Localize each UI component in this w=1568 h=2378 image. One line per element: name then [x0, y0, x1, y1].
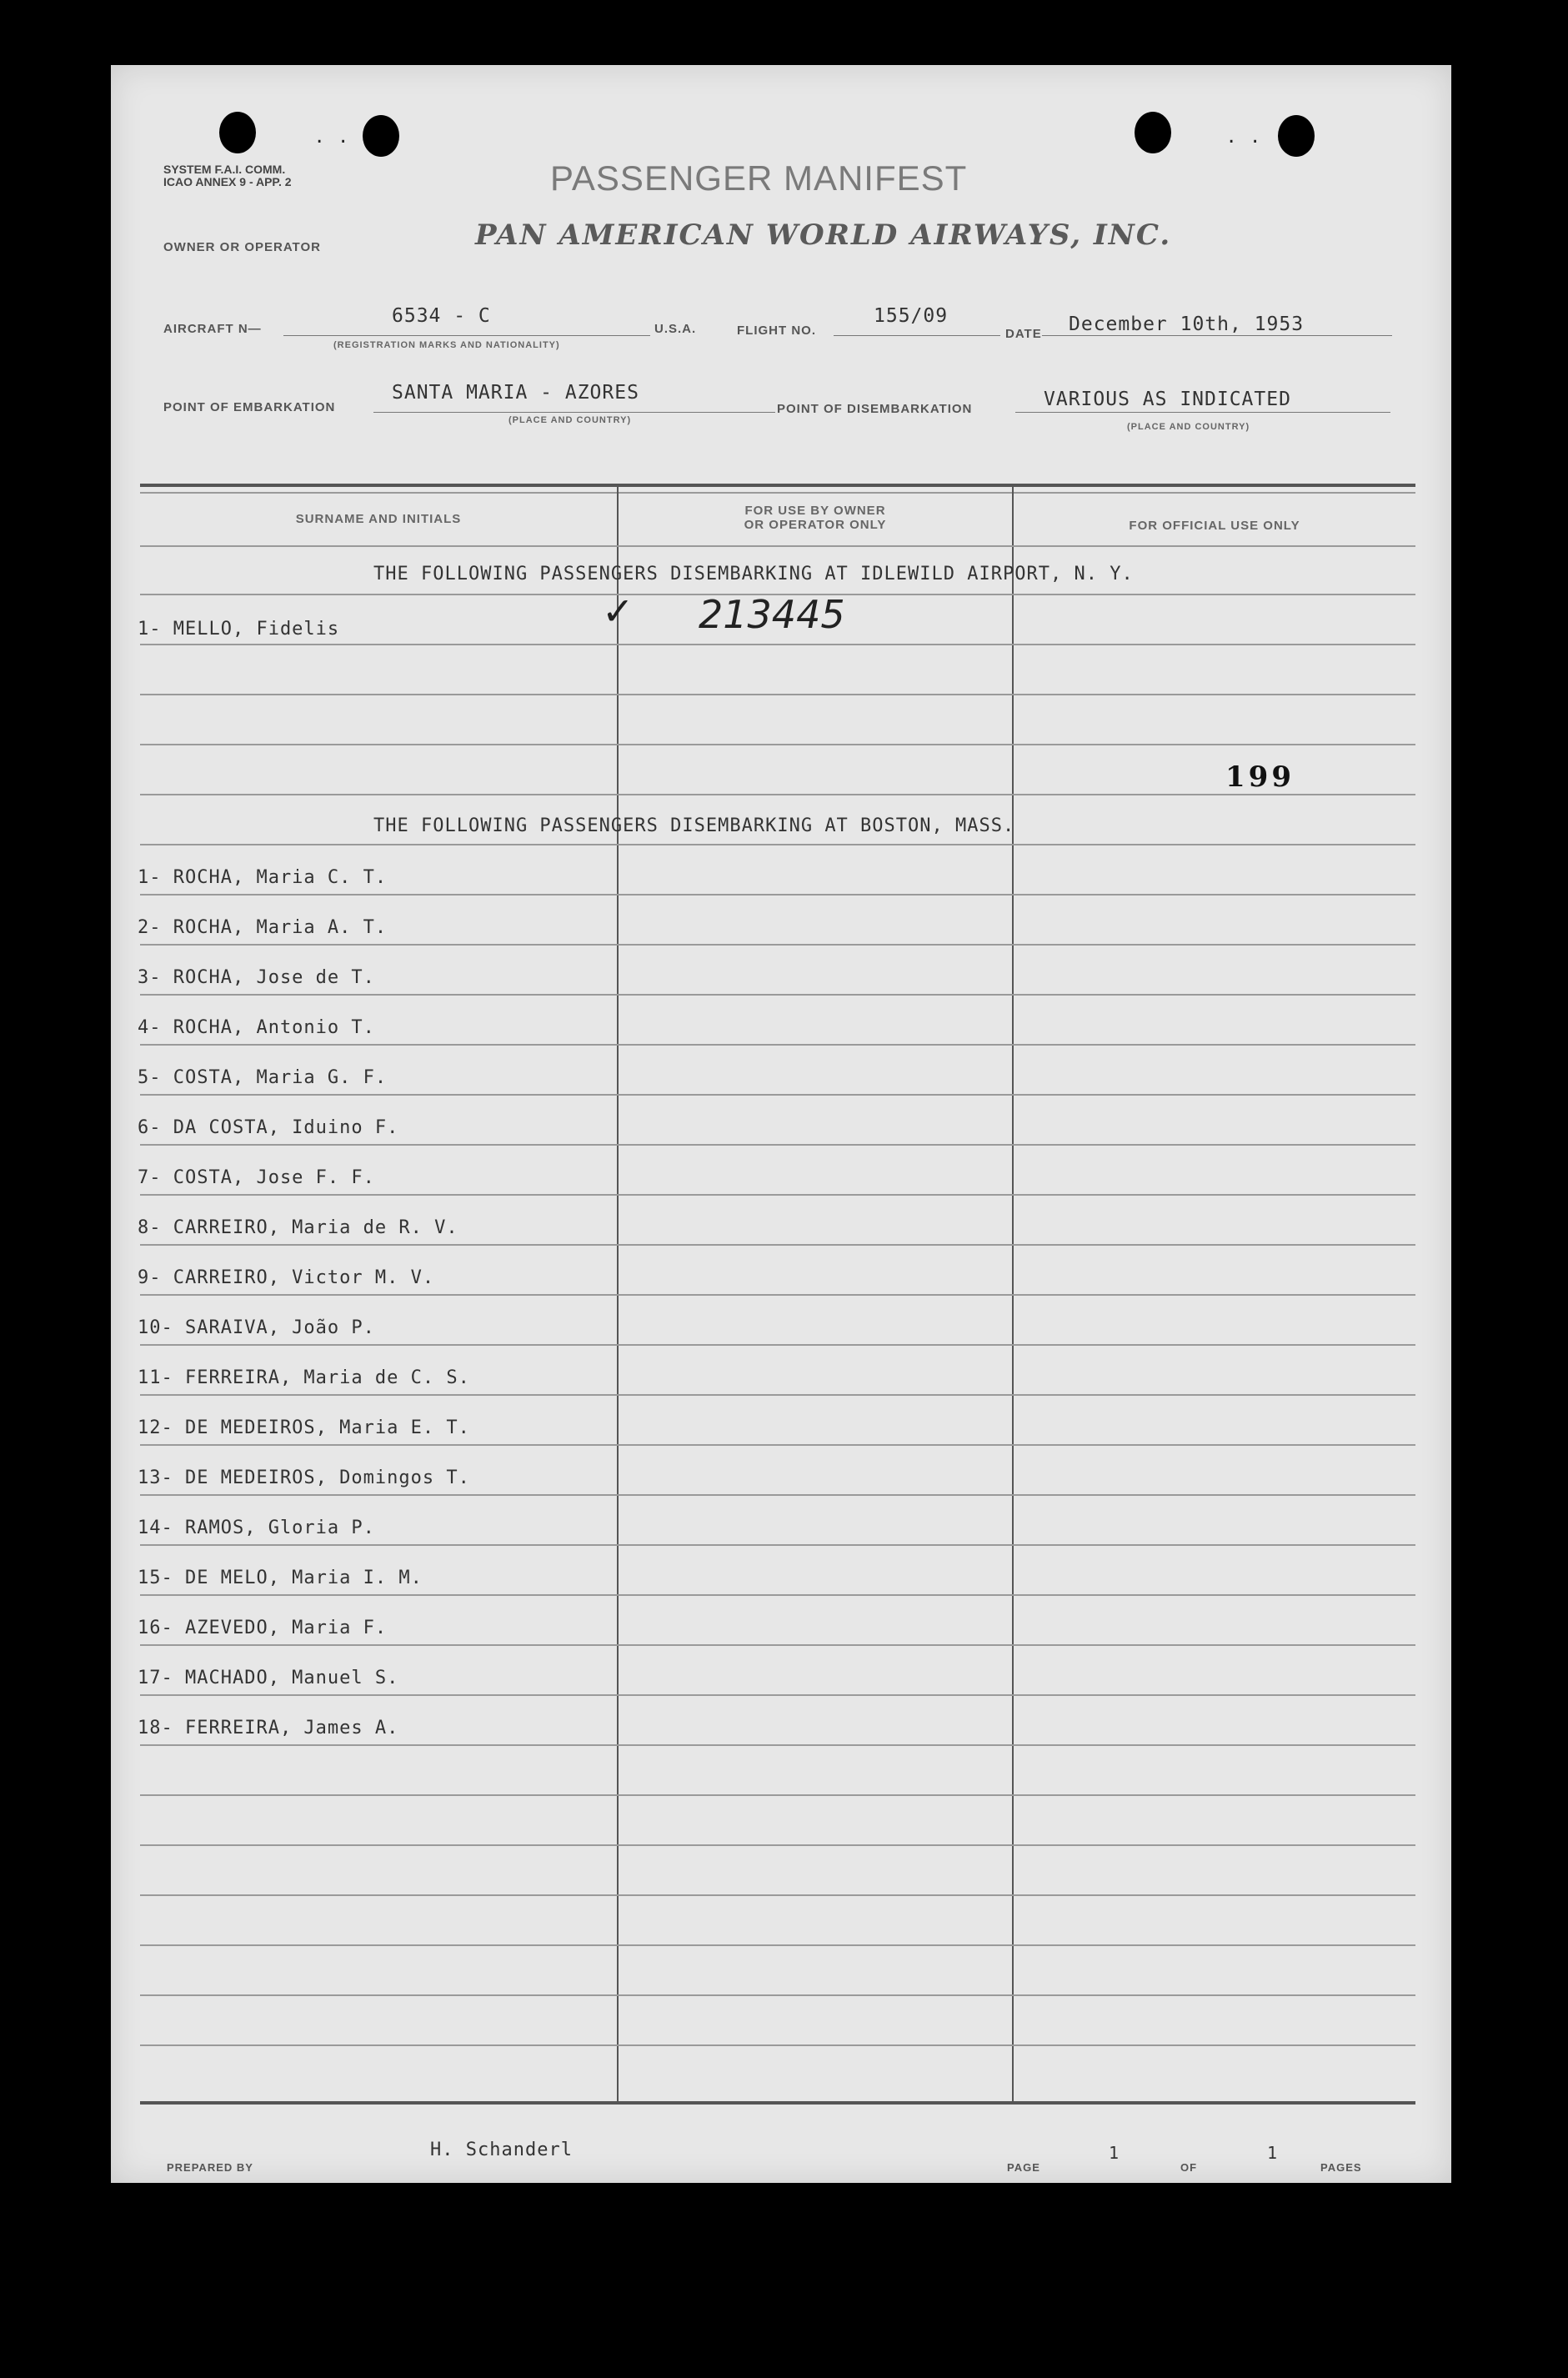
row-rule: [140, 694, 1415, 695]
row-rule: [140, 844, 1415, 845]
passenger-row: 1- ROCHA, Maria C. T.: [138, 867, 388, 888]
column-header-surname: SURNAME AND INITIALS: [295, 512, 462, 526]
registration-caption: (REGISTRATION MARKS AND NATIONALITY): [333, 340, 560, 350]
row-rule: [140, 1794, 1415, 1796]
column-header-official: FOR OFFICIAL USE ONLY: [1129, 519, 1300, 533]
stamp-number: 199: [1225, 760, 1295, 794]
form-reference-line-2: ICAO ANNEX 9 - APP. 2: [163, 175, 292, 188]
flight-underline: [834, 335, 1000, 336]
aircraft-value: 6534 - C: [392, 305, 491, 327]
passenger-row: 15- DE MELO, Maria I. M.: [138, 1568, 423, 1588]
aircraft-label: AIRCRAFT N—: [163, 322, 262, 336]
passenger-row: 4- ROCHA, Antonio T.: [138, 1017, 375, 1038]
dots-left: . .: [316, 123, 352, 148]
column-divider-1: [617, 487, 619, 2105]
row-rule: [140, 1994, 1415, 1996]
passenger-row: 2- ROCHA, Maria A. T.: [138, 917, 388, 938]
page-title: PASSENGER MANIFEST: [550, 158, 968, 198]
row-rule: [140, 644, 1415, 645]
of-value: 1: [1267, 2143, 1279, 2163]
column-header-owner-line-2: OR OPERATOR ONLY: [744, 518, 887, 532]
row-rule: [140, 994, 1415, 996]
row-rule: [140, 2044, 1415, 2046]
row-rule: [140, 1044, 1415, 1046]
section-banner-idlewild: THE FOLLOWING PASSENGERS DISEMBARKING AT IDLEWILD AIRPORT, N. Y.: [373, 564, 1134, 584]
row-rule: [140, 1844, 1415, 1846]
owner-label: OWNER OR OPERATOR: [163, 240, 321, 254]
row-rule: [140, 794, 1415, 795]
row-rule: [140, 1544, 1415, 1546]
punch-hole-right: [1135, 112, 1171, 153]
row-rule: [140, 1494, 1415, 1496]
handwritten-number: 213445: [699, 592, 845, 637]
flight-value: 155/09: [874, 305, 949, 327]
passenger-row: 17- MACHADO, Manuel S.: [138, 1668, 399, 1688]
check-mark: ✓: [602, 589, 634, 634]
embark-value: SANTA MARIA - AZORES: [392, 382, 639, 404]
date-underline: [1042, 335, 1392, 336]
passenger-row: 1- MELLO, Fidelis: [138, 619, 340, 640]
aircraft-underline: [283, 335, 650, 336]
passenger-row: 3- ROCHA, Jose de T.: [138, 967, 375, 988]
disembark-value: VARIOUS AS INDICATED: [1044, 389, 1291, 410]
row-rule: [140, 1244, 1415, 1246]
column-header-owner-line-1: FOR USE BY OWNER: [744, 504, 886, 518]
punch-hole-left: [219, 112, 256, 153]
passenger-row: 18- FERREIRA, James A.: [138, 1718, 399, 1738]
table-top-rule-2: [140, 492, 1415, 494]
passenger-row: 16- AZEVEDO, Maria F.: [138, 1618, 388, 1638]
passenger-row: 9- CARREIRO, Victor M. V.: [138, 1267, 435, 1288]
dots-right: . .: [1228, 123, 1264, 148]
section-banner-boston: THE FOLLOWING PASSENGERS DISEMBARKING AT BOSTON, MASS.: [373, 815, 1015, 836]
disembark-label: POINT OF DISEMBARKATION: [777, 402, 973, 416]
column-header-owner: [619, 504, 1012, 532]
disembark-caption: (PLACE AND COUNTRY): [1127, 422, 1250, 432]
form-reference-line-1: SYSTEM F.A.I. COMM.: [163, 163, 286, 176]
nationality: U.S.A.: [654, 322, 697, 336]
passenger-row: 5- COSTA, Maria G. F.: [138, 1067, 388, 1088]
row-rule: [140, 1444, 1415, 1446]
table-top-rule: [140, 484, 1415, 487]
table-bottom-rule: [140, 2101, 1415, 2105]
prepared-value: H. Schanderl: [430, 2140, 573, 2160]
passenger-row: 12- DE MEDEIROS, Maria E. T.: [138, 1417, 470, 1438]
date-label: DATE: [1005, 327, 1042, 341]
disembark-underline: [1015, 412, 1390, 413]
page-label: PAGE: [1007, 2161, 1040, 2174]
header-rule: [140, 545, 1415, 547]
row-rule: [140, 894, 1415, 896]
row-rule: [140, 1594, 1415, 1596]
row-rule: [140, 1344, 1415, 1346]
row-rule: [140, 1094, 1415, 1096]
passenger-row: 6- DA COSTA, Iduino F.: [138, 1117, 399, 1138]
row-rule: [140, 1194, 1415, 1196]
row-rule: [140, 1644, 1415, 1646]
row-rule: [140, 1694, 1415, 1696]
embark-underline: [373, 412, 775, 413]
passenger-row: 8- CARREIRO, Maria de R. V.: [138, 1217, 458, 1238]
form-reference: [163, 163, 292, 188]
punch-hole-left-2: [363, 115, 399, 157]
row-rule: [140, 944, 1415, 946]
prepared-label: PREPARED BY: [167, 2161, 253, 2174]
embark-caption: (PLACE AND COUNTRY): [508, 415, 632, 425]
date-value: December 10th, 1953: [1069, 314, 1305, 335]
of-label: OF: [1180, 2161, 1198, 2174]
passenger-row: 7- COSTA, Jose F. F.: [138, 1167, 375, 1188]
row-rule: [140, 1294, 1415, 1296]
passenger-row: 10- SARAIVA, João P.: [138, 1317, 375, 1338]
passenger-row: 14- RAMOS, Gloria P.: [138, 1518, 375, 1538]
row-rule: [140, 1144, 1415, 1146]
punch-hole-right-2: [1278, 115, 1315, 157]
page-value: 1: [1109, 2143, 1120, 2163]
row-rule: [140, 744, 1415, 745]
pages-label: PAGES: [1320, 2161, 1362, 2174]
flight-label: FLIGHT NO.: [737, 324, 816, 338]
embark-label: POINT OF EMBARKATION: [163, 400, 336, 414]
row-rule: [140, 1894, 1415, 1896]
company-name: PAN AMERICAN WORLD AIRWAYS, INC.: [475, 218, 1172, 252]
row-rule: [140, 1394, 1415, 1396]
row-rule: [140, 1944, 1415, 1946]
passenger-row: 13- DE MEDEIROS, Domingos T.: [138, 1467, 470, 1488]
row-rule: [140, 1744, 1415, 1746]
passenger-row: 11- FERREIRA, Maria de C. S.: [138, 1367, 470, 1388]
column-divider-2: [1012, 487, 1014, 2105]
